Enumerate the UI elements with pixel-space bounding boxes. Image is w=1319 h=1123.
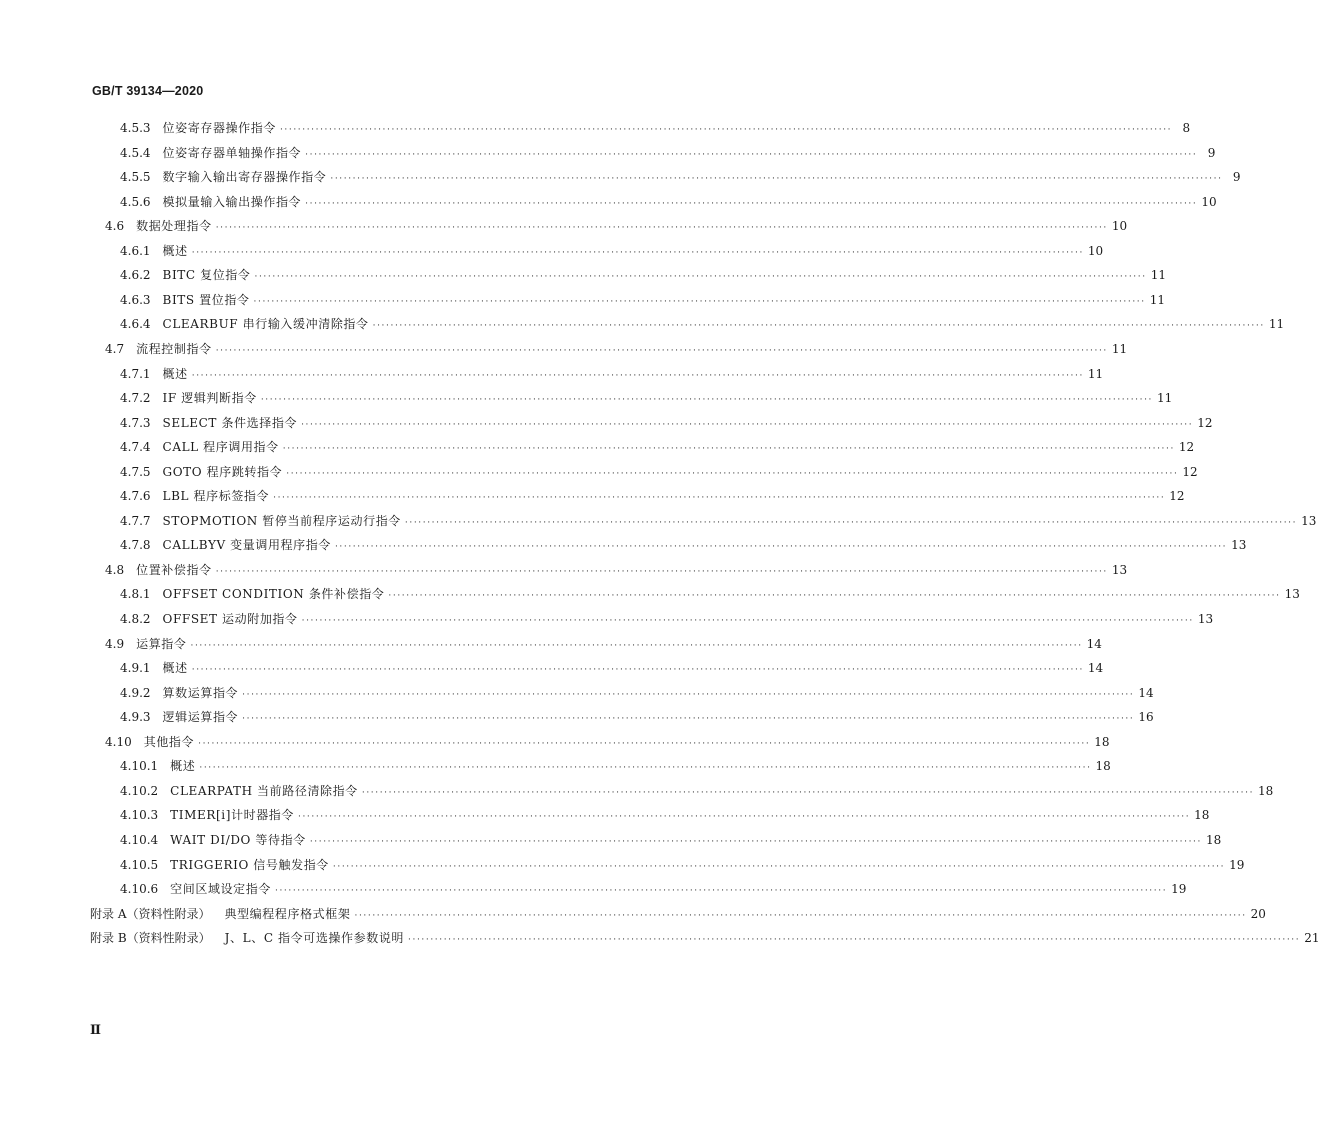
- toc-entry-title: J、L、C 指令可选操作参数说明: [224, 931, 405, 946]
- toc-entry-title: 概述: [162, 661, 188, 676]
- toc-entry-title: OFFSET CONDITION 条件补偿指令: [162, 587, 385, 602]
- toc-entry-number: 附录 B（资料性附录）: [90, 931, 211, 946]
- toc-dot-leader: ········································································································································································································: [279, 125, 1173, 135]
- toc-entry[interactable]: [120, 439, 1195, 455]
- toc-dot-leader: ········································································································································································································: [191, 370, 1084, 381]
- toc-entry-number: 4.6.4: [120, 317, 151, 332]
- toc-entry-page: 14: [1087, 661, 1104, 676]
- toc-entry-number: 4.8.2: [120, 612, 151, 626]
- toc-entry-title: 运算指令: [136, 636, 187, 651]
- toc-entry[interactable]: [120, 857, 1245, 873]
- toc-entry-number: 4.9.3: [120, 710, 151, 725]
- toc-entry-number: 4.7.3: [120, 415, 151, 430]
- toc-entry[interactable]: [120, 415, 1213, 431]
- toc-entry-number: 4.5.5: [120, 170, 151, 185]
- toc-entry[interactable]: [120, 194, 1217, 210]
- toc-dot-leader: ········································································································································································································: [253, 296, 1146, 307]
- toc-entry-number: 4.10.4: [120, 832, 159, 847]
- toc-entry-number: 4.10.2: [120, 783, 159, 798]
- page-number-footer: Ⅱ: [90, 1022, 101, 1037]
- toc-entry-number: 4.10: [105, 734, 132, 749]
- toc-dot-leader: ········································································································································································································: [298, 812, 1191, 823]
- toc-entry-page: 12: [1169, 489, 1185, 504]
- toc-entry-number: 4.10.3: [120, 808, 159, 823]
- toc-entry-page: 18: [1094, 734, 1110, 749]
- toc-entry-title: BITS 置位指令: [162, 292, 250, 307]
- toc-entry-page: 12: [1182, 464, 1198, 479]
- toc-entry-number: 4.10.5: [120, 857, 159, 872]
- toc-entry-page: 13: [1231, 538, 1247, 553]
- toc-entry-title: OFFSET 运动附加指令: [162, 612, 298, 626]
- toc-entry-title: TRIGGERIO 信号触发指令: [170, 857, 329, 872]
- toc-entry[interactable]: [120, 709, 1154, 725]
- toc-entry-page: 19: [1171, 882, 1187, 897]
- toc-entry-page: 11: [1111, 341, 1128, 356]
- toc-entry[interactable]: [120, 807, 1210, 823]
- toc-dot-leader: ········································································································································································································: [198, 738, 1091, 749]
- toc-entry-title: 数字输入输出寄存器操作指令: [162, 170, 327, 185]
- toc-entry-title: TIMER[i]计时器指令: [170, 808, 294, 823]
- toc-dot-leader: ········································································································································································································: [334, 542, 1228, 553]
- toc-dot-leader: ········································································································································································································: [260, 395, 1154, 406]
- toc-entry[interactable]: [120, 390, 1173, 406]
- toc-entry-page: 14: [1086, 636, 1102, 651]
- toc-entry-number: 4.8: [105, 562, 125, 577]
- toc-dot-leader: ········································································································································································································: [215, 566, 1108, 577]
- toc-entry-title: 概述: [162, 243, 188, 258]
- toc-entry-page: 14: [1138, 685, 1154, 700]
- toc-entry[interactable]: [105, 341, 1128, 357]
- toc-entry-number: 4.7.1: [120, 366, 151, 381]
- toc-dot-leader: ········································································································································································································: [286, 468, 1179, 479]
- toc-dot-leader: ········································································································································································································: [372, 321, 1265, 332]
- toc-dot-leader: ········································································································································································································: [404, 517, 1298, 528]
- toc-dot-leader: ········································································································································································································: [305, 198, 1198, 209]
- toc-entry-title: 位姿寄存器单轴操作指令: [162, 145, 302, 160]
- toc-entry-number: 4.6.1: [120, 243, 151, 258]
- toc-entry[interactable]: [120, 316, 1285, 332]
- toc-entry[interactable]: [120, 292, 1165, 308]
- toc-entry[interactable]: [120, 685, 1154, 701]
- toc-entry-page: 10: [1087, 243, 1104, 258]
- toc-dot-leader: ········································································································································································································: [388, 591, 1281, 602]
- toc-entry-title: CLEARBUF 串行输入缓冲清除指令: [162, 317, 369, 332]
- toc-entry-title: 其他指令: [143, 734, 195, 749]
- toc-entry-title: 算数运算指令: [162, 685, 239, 700]
- toc-entry-page: 11: [1268, 317, 1285, 332]
- toc-entry-page: 10: [1111, 219, 1128, 234]
- toc-entry-page: 12: [1178, 440, 1195, 455]
- toc-dot-leader: ········································································································································································································: [273, 493, 1166, 504]
- toc-entry[interactable]: [120, 832, 1222, 848]
- toc-entry-page: 18: [1194, 808, 1210, 823]
- toc-entry-title: GOTO 程序跳转指令: [162, 464, 283, 479]
- toc-entry-title: 典型编程程序格式框架: [224, 906, 351, 921]
- toc-entry-title: SELECT 条件选择指令: [162, 415, 298, 430]
- toc-entry[interactable]: [120, 586, 1300, 602]
- standard-code-header: GB/T 39134—2020: [92, 84, 204, 98]
- toc-entry-title: CALLBYV 变量调用程序指令: [162, 538, 331, 553]
- toc-entry[interactable]: [120, 145, 1216, 161]
- toc-entry-title: 流程控制指令: [136, 341, 212, 356]
- toc-entry[interactable]: [120, 488, 1185, 504]
- toc-entry-number: 4.7: [105, 341, 125, 356]
- toc-dot-leader: ········································································································································································································: [191, 247, 1084, 258]
- toc-entry-number: 4.8.1: [120, 587, 151, 602]
- toc-entry-number: 4.10.1: [120, 759, 159, 774]
- toc-entry-page: 19: [1229, 857, 1245, 872]
- toc-entry-number: 4.9: [105, 636, 125, 651]
- toc-entry-page: 18: [1258, 783, 1274, 798]
- toc-entry-title: 数据处理指令: [136, 219, 212, 234]
- toc-entry-number: 4.5.4: [120, 145, 151, 160]
- toc-entry-title: LBL 程序标签指令: [162, 489, 270, 504]
- toc-entry-number: 4.7.4: [120, 440, 151, 455]
- toc-entry-page: 11: [1087, 366, 1104, 381]
- toc-entry-title: 模拟量输入输出操作指令: [162, 194, 302, 209]
- toc-dot-leader: ········································································································································································································: [301, 419, 1194, 430]
- toc-entry-number: 4.6.2: [120, 268, 151, 283]
- toc-entry-number: 4.9.2: [120, 685, 151, 700]
- toc-entry[interactable]: [120, 758, 1111, 774]
- toc-entry-number: 4.6: [105, 219, 125, 234]
- toc-entry-number: 4.7.2: [120, 391, 151, 406]
- toc-entry-number: 4.10.6: [120, 882, 159, 897]
- toc-entry-title: 概述: [162, 366, 188, 381]
- toc-entry-page: 11: [1150, 268, 1166, 283]
- toc-entry-page: 13: [1111, 562, 1128, 577]
- toc-dot-leader: ········································································································································································································: [282, 444, 1175, 455]
- toc-dot-leader: ········································································································································································································: [361, 787, 1255, 798]
- toc-entry[interactable]: [105, 562, 1128, 578]
- toc-dot-leader: ········································································································································································································: [215, 223, 1108, 234]
- toc-entry-page: 13: [1284, 587, 1300, 602]
- toc-entry-page: 20: [1250, 906, 1266, 921]
- toc-entry-number: 4.9.1: [120, 661, 151, 676]
- toc-entry[interactable]: [120, 169, 1241, 185]
- toc-entry-title: 概述: [170, 759, 196, 774]
- toc-entry-title: STOPMOTION 暂停当前程序运动行指令: [162, 513, 401, 528]
- toc-entry[interactable]: [120, 243, 1104, 259]
- toc-entry-title: BITC 复位指令: [162, 268, 251, 283]
- toc-dot-leader: ········································································································································································································: [354, 910, 1247, 921]
- toc-entry[interactable]: [120, 783, 1274, 799]
- toc-entry[interactable]: [105, 734, 1110, 750]
- toc-entry[interactable]: [90, 906, 1266, 922]
- toc-entry[interactable]: [120, 513, 1317, 529]
- toc-dot-leader: ········································································································································································································: [332, 861, 1226, 872]
- toc-entry-title: CLEARPATH 当前路径清除指令: [170, 783, 358, 798]
- toc-entry[interactable]: [120, 464, 1198, 480]
- toc-entry-number: 4.7.5: [120, 464, 151, 479]
- toc-entry[interactable]: [90, 930, 1319, 946]
- toc-dot-leader: ········································································································································································································: [191, 665, 1084, 676]
- toc-dot-leader: ········································································································································································································: [215, 345, 1108, 356]
- toc-dot-leader: ········································································································································································································: [408, 935, 1301, 946]
- toc-entry-number: 4.5.6: [120, 194, 151, 209]
- toc-entry-page: 18: [1095, 759, 1111, 774]
- toc-dot-leader: ········································································································································································································: [190, 640, 1083, 651]
- toc-entry-title: CALL 程序调用指令: [162, 440, 279, 455]
- toc-entry-page: 16: [1138, 710, 1154, 725]
- toc-entry-number: 4.6.3: [120, 292, 151, 307]
- toc-entry[interactable]: [120, 120, 1191, 136]
- toc-entry[interactable]: [120, 660, 1104, 676]
- toc-entry[interactable]: [120, 611, 1214, 627]
- toc-entry-page: 12: [1197, 415, 1213, 430]
- toc-entry-page: 8: [1182, 121, 1191, 135]
- toc-dot-leader: ········································································································································································································: [199, 763, 1092, 774]
- toc-entry-number: 4.7.8: [120, 538, 151, 553]
- toc-entry-title: 空间区域设定指令: [170, 882, 271, 897]
- toc-entry-page: 9: [1207, 145, 1216, 160]
- toc-entry[interactable]: [120, 366, 1104, 382]
- toc-entry-page: 13: [1301, 513, 1317, 528]
- toc-entry[interactable]: [105, 636, 1102, 652]
- toc-entry-page: 11: [1157, 391, 1173, 406]
- toc-dot-leader: ········································································································································································································: [274, 886, 1168, 897]
- toc-dot-leader: ········································································································································································································: [242, 714, 1135, 725]
- toc-entry-title: IF 逻辑判断指令: [162, 391, 257, 406]
- toc-entry[interactable]: [120, 881, 1187, 897]
- toc-entry-number: 4.5.3: [120, 121, 151, 135]
- toc-entry-title: 位姿寄存器操作指令: [162, 121, 276, 135]
- toc-dot-leader: ········································································································································································································: [242, 689, 1135, 700]
- toc-entry-number: 4.7.7: [120, 513, 151, 528]
- toc-dot-leader: ········································································································································································································: [305, 149, 1198, 160]
- toc-dot-leader: ········································································································································································································: [254, 272, 1147, 283]
- toc-dot-leader: ········································································································································································································: [309, 836, 1202, 847]
- toc-entry-page: 11: [1149, 292, 1165, 307]
- toc-entry-number: 附录 A（资料性附录）: [90, 906, 211, 921]
- toc-entry[interactable]: [120, 537, 1247, 553]
- toc-dot-leader: ········································································································································································································: [301, 616, 1194, 626]
- toc-dot-leader: ········································································································································································································: [330, 174, 1223, 185]
- toc-entry-page: 9: [1232, 170, 1241, 185]
- toc-entry-page: 21: [1304, 931, 1319, 946]
- toc-entry-title: 逻辑运算指令: [162, 710, 239, 725]
- toc-entry[interactable]: [120, 267, 1166, 283]
- toc-entry-title: WAIT DI/DO 等待指令: [170, 832, 306, 847]
- toc-entry-page: 13: [1197, 612, 1214, 626]
- toc-entry-title: 位置补偿指令: [136, 562, 212, 577]
- toc-entry-number: 4.7.6: [120, 489, 151, 504]
- toc-entry[interactable]: [105, 218, 1128, 234]
- toc-entry-page: 10: [1201, 194, 1217, 209]
- toc-entry-page: 18: [1205, 832, 1222, 847]
